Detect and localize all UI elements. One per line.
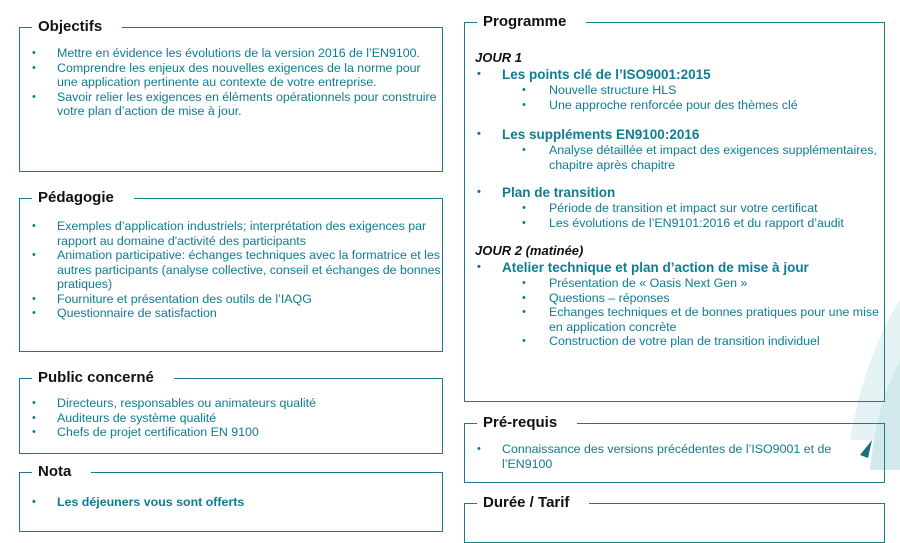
programme-box bbox=[464, 13, 885, 402]
list-item: • Construction de votre plan de transition individuel bbox=[465, 334, 884, 349]
jour1-label: JOUR 1 bbox=[475, 50, 522, 65]
list-item: • Directeurs, responsables ou animateurs qualité bbox=[20, 396, 442, 411]
duree-title: Durée / Tarif bbox=[477, 494, 589, 512]
objectifs-box bbox=[19, 18, 443, 172]
pedagogie-title: Pédagogie bbox=[32, 189, 134, 207]
section-title: • Les suppléments EN9100:2016 bbox=[465, 126, 884, 143]
list-item: • Animation participative: échanges techniques avec la formatrice et les autres participants (analyse collective, conseil et échanges de bonnes pratiques) bbox=[20, 248, 442, 292]
duree-box bbox=[464, 494, 885, 543]
jour2-label: JOUR 2 (matinée) bbox=[475, 243, 584, 258]
list-item: • Nouvelle structure HLS bbox=[465, 83, 884, 98]
section-title: • Les points clé de l’ISO9001:2015 bbox=[465, 66, 884, 83]
list-item: • Connaissance des versions précédentes de l’ISO9001 et de l’EN9100 bbox=[465, 442, 884, 471]
list-item: • Auditeurs de système qualité bbox=[20, 411, 442, 426]
list-item: • Questionnaire de satisfaction bbox=[20, 306, 442, 321]
public-box bbox=[19, 369, 443, 454]
list-item: • Fourniture et présentation des outils de l’IAQG bbox=[20, 292, 442, 307]
list-item: • Les déjeuners vous sont offerts bbox=[20, 495, 442, 510]
list-item: • Les évolutions de l’EN9101:2016 et du rapport d’audit bbox=[465, 216, 884, 231]
list-item: • Période de transition et impact sur votre certificat bbox=[465, 201, 884, 216]
list-item: • Exemples d’application industriels; interprétation des exigences par rapport au domaine d'activité des participants bbox=[20, 219, 442, 248]
nota-title: Nota bbox=[32, 463, 91, 481]
list-item: • Présentation de « Oasis Next Gen » bbox=[465, 276, 884, 291]
list-item: • Chefs de projet certification EN 9100 bbox=[20, 425, 442, 440]
section-title: • Atelier technique et plan d’action de mise à jour bbox=[465, 259, 884, 276]
list-item: • Echanges techniques et de bonnes pratiques pour une mise en application concrète bbox=[465, 305, 884, 334]
list-item: • Analyse détaillée et impact des exigences supplémentaires, chapitre après chapitre bbox=[465, 143, 884, 172]
public-title: Public concerné bbox=[32, 369, 174, 387]
objectifs-title: Objectifs bbox=[32, 18, 122, 36]
list-item: • Questions – réponses bbox=[465, 291, 884, 306]
nota-box bbox=[19, 463, 443, 532]
list-item: • Savoir relier les exigences en éléments opérationnels pour construire votre plan d’action de mise à jour. bbox=[20, 90, 442, 119]
pedagogie-box bbox=[19, 189, 443, 352]
list-item: • Comprendre les enjeux des nouvelles exigences de la norme pour une application pertinente au contexte de votre entreprise. bbox=[20, 61, 442, 90]
programme-title: Programme bbox=[477, 13, 586, 31]
list-item: • Une approche renforcée pour des thèmes clé bbox=[465, 98, 884, 113]
prerequis-box bbox=[464, 414, 885, 483]
prerequis-title: Pré-requis bbox=[477, 414, 577, 432]
list-item: • Mettre en évidence les évolutions de la version 2016 de l’EN9100. bbox=[20, 46, 442, 61]
section-title: • Plan de transition bbox=[465, 184, 884, 201]
